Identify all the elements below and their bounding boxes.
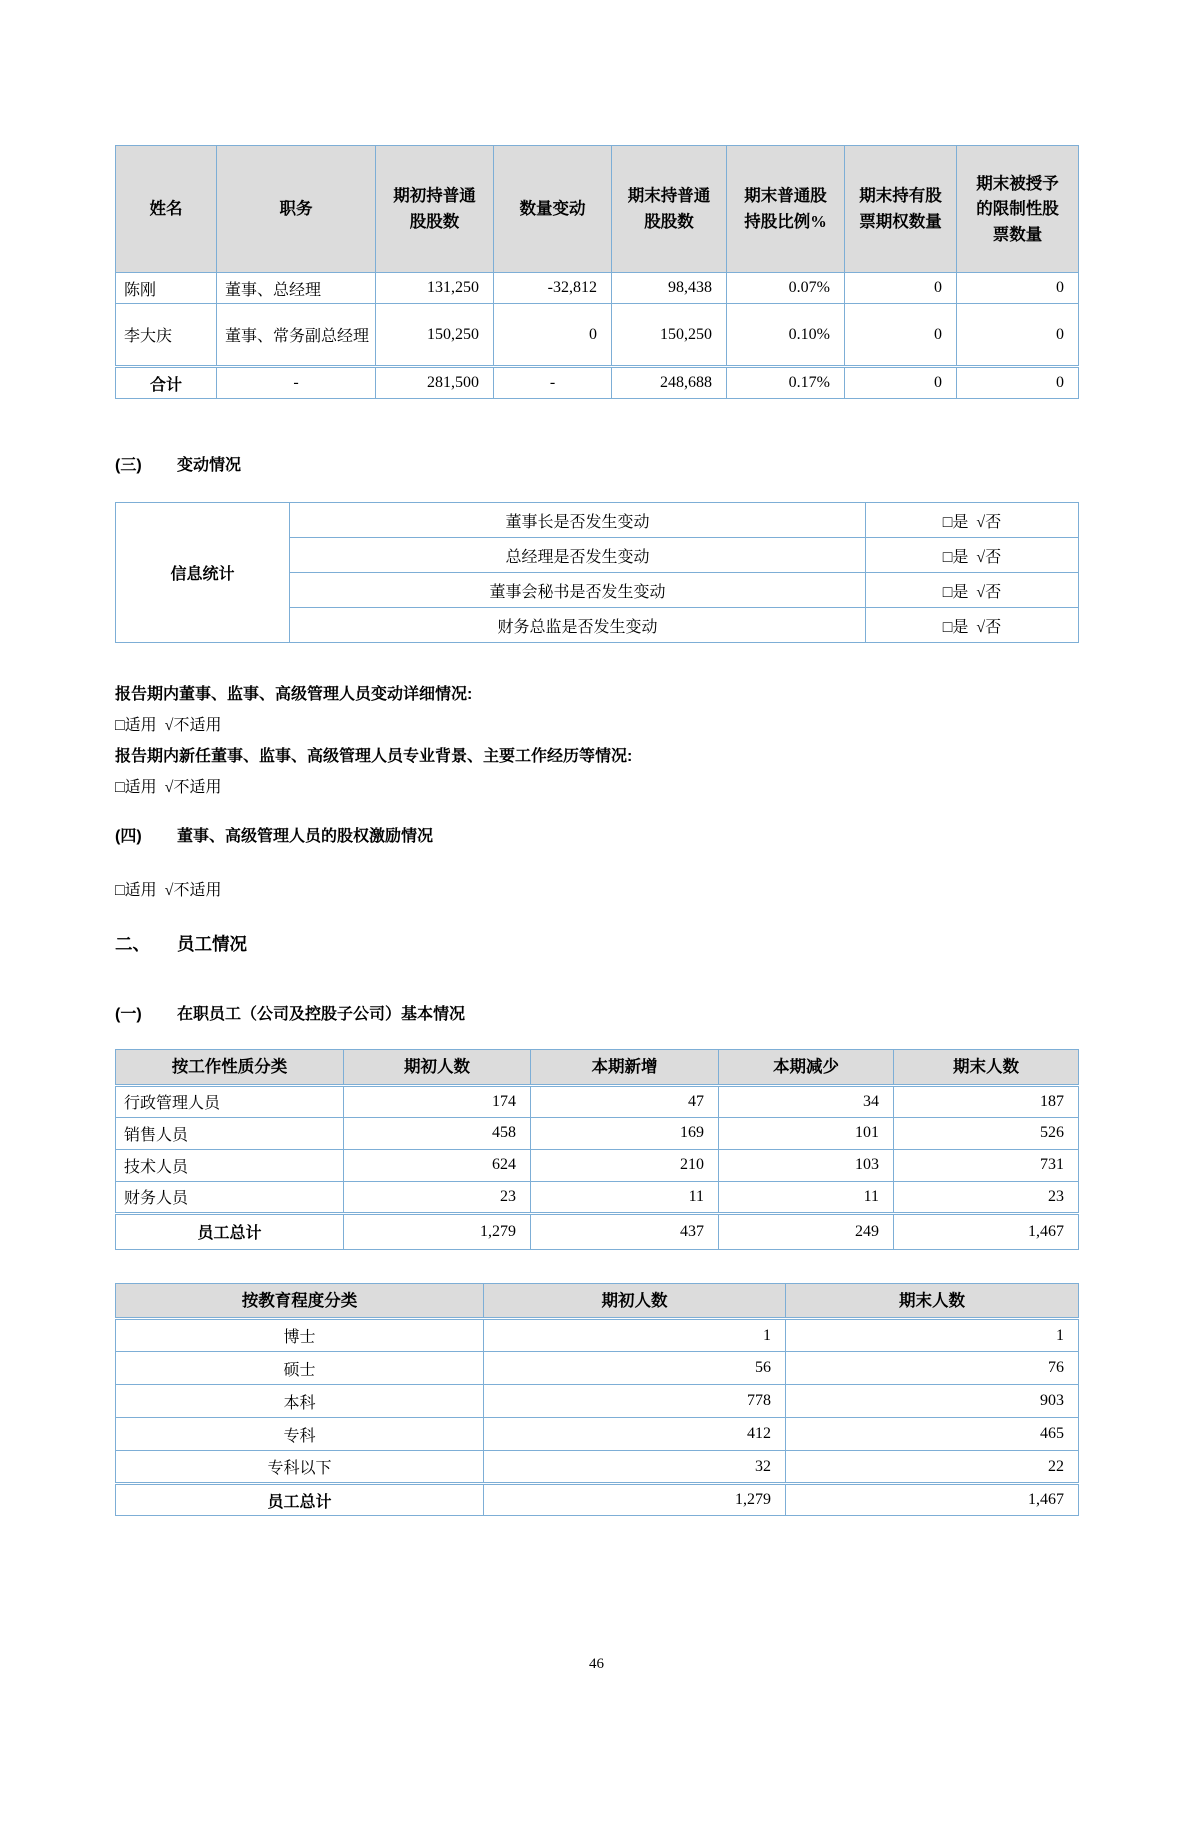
cell-added: 210	[531, 1149, 719, 1181]
table-row	[116, 1085, 1079, 1117]
table-header-row	[116, 1050, 1079, 1086]
cell-category: 专科	[116, 1418, 484, 1451]
cell-change: -32,812	[494, 273, 612, 304]
table-row	[116, 1181, 1079, 1213]
cell-end: 22	[786, 1451, 1079, 1484]
cell-reduced: 34	[719, 1085, 894, 1117]
section-title: 员工情况	[177, 934, 247, 954]
cell-begin: 32	[484, 1451, 786, 1484]
info-stats-label: 信息统计	[116, 503, 290, 643]
cell-total-label: 员工总计	[116, 1484, 484, 1516]
cell-end: 76	[786, 1352, 1079, 1385]
section-number: 二、	[115, 934, 150, 954]
table-row	[116, 1451, 1079, 1484]
table-row	[116, 1117, 1079, 1149]
cell-added: 169	[531, 1117, 719, 1149]
table-row	[116, 273, 1079, 304]
cell-begin: 1	[484, 1319, 786, 1352]
cell-options: 0	[845, 273, 957, 304]
cell-total-label: 员工总计	[116, 1213, 344, 1249]
cell-pct: 0.17%	[727, 367, 845, 399]
cell-restricted: 0	[957, 367, 1079, 399]
job-type-table	[115, 1049, 1079, 1250]
table-row	[116, 304, 1079, 367]
cell-end: 526	[894, 1117, 1079, 1149]
section-title: 在职员工（公司及控股子公司）基本情况	[177, 1006, 466, 1023]
table-row	[116, 1149, 1079, 1181]
applicability-line: □适用 √不适用	[115, 882, 222, 899]
col-header-reduced: 本期减少	[719, 1050, 894, 1086]
cell-total-label: 合计	[116, 367, 217, 399]
table-total-row	[116, 367, 1079, 399]
cell-category: 博士	[116, 1319, 484, 1352]
cell-category: 技术人员	[116, 1149, 344, 1181]
table-row	[116, 1319, 1079, 1352]
col-header-begin-count: 期初人数	[484, 1283, 786, 1319]
cell-begin: 174	[344, 1085, 531, 1117]
cell-category: 销售人员	[116, 1117, 344, 1149]
col-header-edu-category: 按教育程度分类	[116, 1283, 484, 1319]
question-cfo: 财务总监是否发生变动	[290, 608, 866, 643]
cell-shares-begin: 150,250	[376, 304, 494, 367]
cell-begin: 1,279	[344, 1213, 531, 1249]
cell-reduced: 249	[719, 1213, 894, 1249]
cell-reduced: 101	[719, 1117, 894, 1149]
col-header-pct: 期末普通股持股比例%	[727, 146, 845, 273]
cell-added: 437	[531, 1213, 719, 1249]
applicability-line: □适用 √不适用	[115, 779, 222, 796]
col-header-name: 姓名	[116, 146, 217, 273]
cell-pct: 0.07%	[727, 273, 845, 304]
section-heading-incentive	[115, 825, 1078, 849]
cell-end: 1,467	[786, 1484, 1079, 1516]
cell-added: 47	[531, 1085, 719, 1117]
cell-category: 专科以下	[116, 1451, 484, 1484]
col-header-title: 职务	[217, 146, 376, 273]
cell-category: 硕士	[116, 1352, 484, 1385]
table-header-row	[116, 146, 1079, 273]
yes-no-answer: □是 √否	[866, 608, 1079, 643]
section-number: (三)	[115, 457, 142, 474]
cell-begin: 1,279	[484, 1484, 786, 1516]
cell-reduced: 103	[719, 1149, 894, 1181]
change-info-table	[115, 502, 1079, 643]
cell-restricted: 0	[957, 273, 1079, 304]
col-header-job-category: 按工作性质分类	[116, 1050, 344, 1086]
page-number: 46	[589, 1656, 604, 1673]
table-row	[116, 503, 1079, 538]
table-row	[116, 1385, 1079, 1418]
section-heading-onjob	[115, 1003, 1078, 1027]
yes-no-answer: □是 √否	[866, 573, 1079, 608]
cell-options: 0	[845, 304, 957, 367]
section-title: 董事、高级管理人员的股权激励情况	[177, 828, 434, 845]
cell-change: 0	[494, 304, 612, 367]
cell-reduced: 11	[719, 1181, 894, 1213]
table-total-row	[116, 1484, 1079, 1516]
cell-end: 465	[786, 1418, 1079, 1451]
notes-block	[115, 679, 1078, 803]
cell-category: 本科	[116, 1385, 484, 1418]
section-heading-employee	[115, 931, 1078, 957]
cell-title: 董事、总经理	[217, 273, 376, 304]
note-new-appointees: 报告期内新任董事、监事、高级管理人员专业背景、主要工作经历等情况:	[115, 748, 633, 765]
cell-pct: 0.10%	[727, 304, 845, 367]
table-row	[116, 1418, 1079, 1451]
cell-end: 187	[894, 1085, 1079, 1117]
yes-no-answer: □是 √否	[866, 503, 1079, 538]
shareholding-table	[115, 145, 1079, 399]
cell-change: -	[494, 367, 612, 399]
cell-end: 731	[894, 1149, 1079, 1181]
cell-begin: 412	[484, 1418, 786, 1451]
col-header-shares-end: 期末持普通股股数	[612, 146, 727, 273]
col-header-added: 本期新增	[531, 1050, 719, 1086]
table-row	[116, 1352, 1079, 1385]
cell-name: 李大庆	[116, 304, 217, 367]
col-header-restricted: 期末被授予的限制性股票数量	[957, 146, 1079, 273]
col-header-end-count: 期末人数	[786, 1283, 1079, 1319]
cell-shares-begin: 131,250	[376, 273, 494, 304]
cell-shares-end: 98,438	[612, 273, 727, 304]
cell-begin: 23	[344, 1181, 531, 1213]
cell-options: 0	[845, 367, 957, 399]
col-header-shares-begin: 期初持普通股股数	[376, 146, 494, 273]
cell-shares-begin: 281,500	[376, 367, 494, 399]
cell-end: 1,467	[894, 1213, 1079, 1249]
col-header-end-count: 期末人数	[894, 1050, 1079, 1086]
cell-begin: 56	[484, 1352, 786, 1385]
yes-no-answer: □是 √否	[866, 538, 1079, 573]
table-header-row	[116, 1283, 1079, 1319]
cell-added: 11	[531, 1181, 719, 1213]
cell-end: 23	[894, 1181, 1079, 1213]
cell-end: 903	[786, 1385, 1079, 1418]
cell-begin: 778	[484, 1385, 786, 1418]
note-change-detail: 报告期内董事、监事、高级管理人员变动详细情况:	[115, 686, 473, 703]
cell-name: 陈刚	[116, 273, 217, 304]
cell-category: 行政管理人员	[116, 1085, 344, 1117]
question-secretary: 董事会秘书是否发生变动	[290, 573, 866, 608]
applicability-line: □适用 √不适用	[115, 717, 222, 734]
cell-title: -	[217, 367, 376, 399]
question-chairman: 董事长是否发生变动	[290, 503, 866, 538]
col-header-options: 期末持有股票期权数量	[845, 146, 957, 273]
col-header-change: 数量变动	[494, 146, 612, 273]
cell-begin: 458	[344, 1117, 531, 1149]
table-total-row	[116, 1213, 1079, 1249]
cell-end: 1	[786, 1319, 1079, 1352]
section-title: 变动情况	[177, 457, 242, 474]
question-gm: 总经理是否发生变动	[290, 538, 866, 573]
cell-title: 董事、常务副总经理	[217, 304, 376, 367]
cell-category: 财务人员	[116, 1181, 344, 1213]
cell-shares-end: 150,250	[612, 304, 727, 367]
section-heading-change	[115, 454, 1078, 478]
section-number: (一)	[115, 1006, 142, 1023]
col-header-begin-count: 期初人数	[344, 1050, 531, 1086]
cell-restricted: 0	[957, 304, 1079, 367]
cell-begin: 624	[344, 1149, 531, 1181]
page-content	[115, 145, 1078, 1673]
cell-shares-end: 248,688	[612, 367, 727, 399]
education-table	[115, 1283, 1079, 1517]
section-number: (四)	[115, 828, 142, 845]
